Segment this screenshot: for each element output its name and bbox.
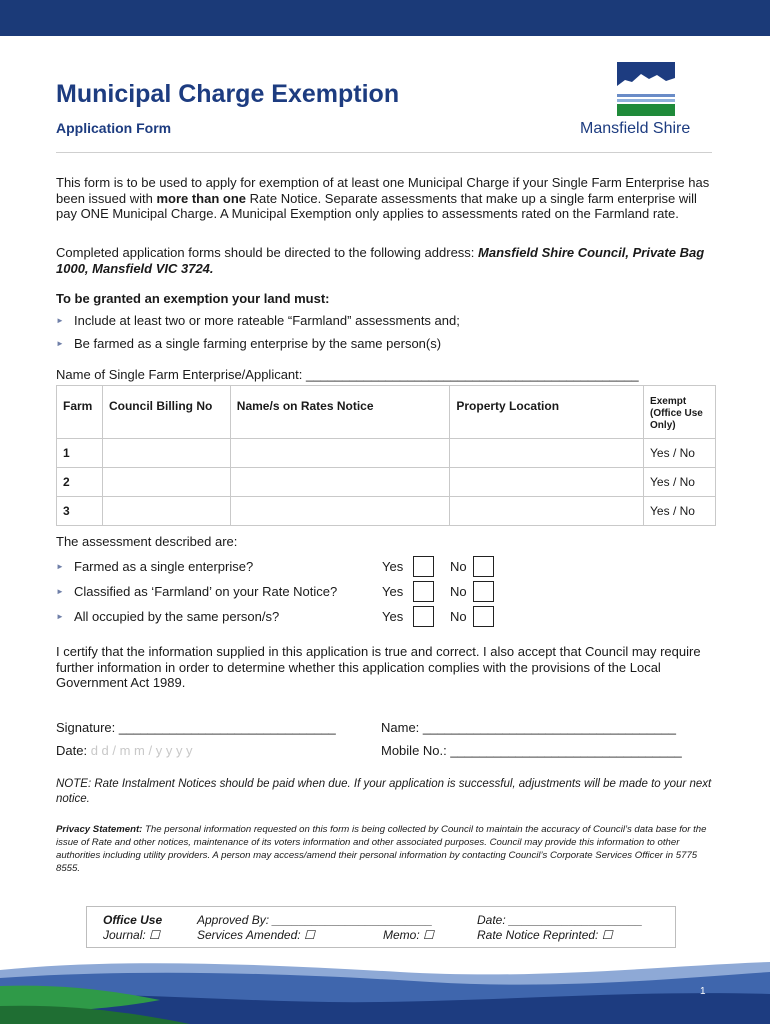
services-amended-checkbox[interactable]: Services Amended: ☐	[197, 928, 315, 942]
yes-checkbox[interactable]	[413, 581, 434, 602]
yes-label: Yes	[382, 609, 404, 624]
col-header-farm: Farm	[57, 386, 103, 439]
footer-wave-graphic	[0, 960, 770, 1024]
farm-number: 3	[57, 497, 103, 526]
billing-no-cell[interactable]	[102, 468, 230, 497]
intro-paragraph: This form is to be used to apply for exemption of at least one Municipal Charge if your Single Farm Enterprise has been issued with more than one Rate Notice. Separate assessments that make up a single farm enterprise will pay ONE Municipal Charge. A Municipal Exemption only applies to assessments rated on the Farmland rate.	[56, 175, 710, 221]
applicant-name-field[interactable]: Name of Single Farm Enterprise/Applicant: ______________________________________________	[56, 367, 639, 382]
names-cell[interactable]	[230, 497, 450, 526]
memo-checkbox[interactable]: Memo: ☐	[383, 928, 434, 942]
bullet-arrow-icon: ►	[56, 612, 64, 621]
names-cell[interactable]	[230, 468, 450, 497]
signature-field[interactable]: Signature: ______________________________	[56, 720, 336, 735]
note-text: NOTE: Rate Instalment Notices should be paid when due. If your application is successful, adjustments will be made to your next notice.	[56, 778, 712, 805]
assessment-heading: The assessment described are:	[56, 534, 238, 549]
requirements-heading: To be granted an exemption your land must:	[56, 291, 330, 306]
farm-assessment-table	[56, 385, 716, 526]
no-label: No	[450, 609, 467, 624]
location-cell[interactable]	[450, 497, 644, 526]
no-label: No	[450, 559, 467, 574]
farm-number: 2	[57, 468, 103, 497]
privacy-statement: Privacy Statement: The personal information requested on this form is being collected by Council to maintain the accuracy of Council’s data base for the issue of Rate and other notices, maintenance of its voters information and other associated purposes. Council may provide this information to other authorities including utility providers. A person may access/amend their personal information by contacting Council’s Corporate Services Officer in 5775 8555.	[56, 824, 707, 874]
header-divider	[56, 152, 712, 153]
exempt-cell: Yes / No	[644, 439, 716, 468]
assessment-question: ► Classified as ‘Farmland’ on your Rate Notice? Yes No	[56, 581, 716, 603]
billing-no-cell[interactable]	[102, 497, 230, 526]
table-row	[57, 497, 716, 526]
yes-checkbox[interactable]	[413, 556, 434, 577]
farm-number: 1	[57, 439, 103, 468]
name-field[interactable]: Name: ___________________________________	[381, 720, 676, 735]
rate-notice-reprinted-checkbox[interactable]: Rate Notice Reprinted: ☐	[477, 928, 613, 942]
mountain-logo-icon	[617, 62, 675, 116]
names-cell[interactable]	[230, 439, 450, 468]
date-placeholder: d d / m m / y y y y	[90, 743, 193, 758]
yes-checkbox[interactable]	[413, 606, 434, 627]
page-number: 1	[700, 986, 706, 997]
top-banner	[0, 0, 770, 36]
location-cell[interactable]	[450, 468, 644, 497]
office-use-title: Office Use	[103, 913, 163, 927]
assessment-question: ► All occupied by the same person/s? Yes No	[56, 606, 716, 628]
address-paragraph: Completed application forms should be directed to the following address: Mansfield Shire Council, Private Bag 1000, Mansfield VIC 3724.	[56, 245, 705, 276]
exempt-cell: Yes / No	[644, 497, 716, 526]
mansfield-shire-logo	[580, 60, 716, 140]
table-header-row	[57, 386, 716, 439]
bullet-arrow-icon: ►	[56, 316, 64, 325]
requirement-item: ► Include at least two or more rateable “Farmland” assessments and;	[56, 313, 460, 328]
journal-checkbox[interactable]: Journal: ☐	[103, 928, 160, 942]
requirement-item: ► Be farmed as a single farming enterprise by the same person(s)	[56, 336, 442, 351]
office-use-box	[86, 906, 676, 948]
mobile-field[interactable]: Mobile No.: ________________________________	[381, 743, 682, 758]
location-cell[interactable]	[450, 439, 644, 468]
page-subtitle: Application Form	[56, 120, 172, 136]
col-header-exempt: Exempt (Office Use Only)	[644, 386, 716, 439]
page-title: Municipal Charge Exemption	[56, 80, 400, 108]
certification-paragraph: I certify that the information supplied in this application is true and correct. I also accept that Council may require further information in order to determine whether this application complies with the provisions of the Local Government Act 1989.	[56, 644, 701, 690]
bullet-arrow-icon: ►	[56, 562, 64, 571]
logo-text: Mansfield Shire	[580, 120, 691, 137]
col-header-location: Property Location	[450, 386, 644, 439]
bullet-arrow-icon: ►	[56, 587, 64, 596]
council-address: Mansfield Shire Council, Private Bag 1000, Mansfield VIC 3724.	[56, 245, 705, 276]
no-checkbox[interactable]	[473, 581, 494, 602]
yes-label: Yes	[382, 584, 404, 599]
col-header-names: Name/s on Rates Notice	[230, 386, 450, 439]
yes-label: Yes	[382, 559, 404, 574]
assessment-question: ► Farmed as a single enterprise? Yes No	[56, 556, 716, 578]
table-row	[57, 468, 716, 497]
approved-by-field[interactable]: Approved By: ________________________	[197, 913, 433, 927]
office-date-field[interactable]: Date: ____________________	[477, 913, 643, 927]
no-label: No	[450, 584, 467, 599]
table-row	[57, 439, 716, 468]
bullet-arrow-icon: ►	[56, 339, 64, 348]
billing-no-cell[interactable]	[102, 439, 230, 468]
no-checkbox[interactable]	[473, 556, 494, 577]
col-header-billing-no: Council Billing No	[102, 386, 230, 439]
no-checkbox[interactable]	[473, 606, 494, 627]
date-field[interactable]: Date: d d / m m / y y y y	[56, 743, 193, 758]
exempt-cell: Yes / No	[644, 468, 716, 497]
